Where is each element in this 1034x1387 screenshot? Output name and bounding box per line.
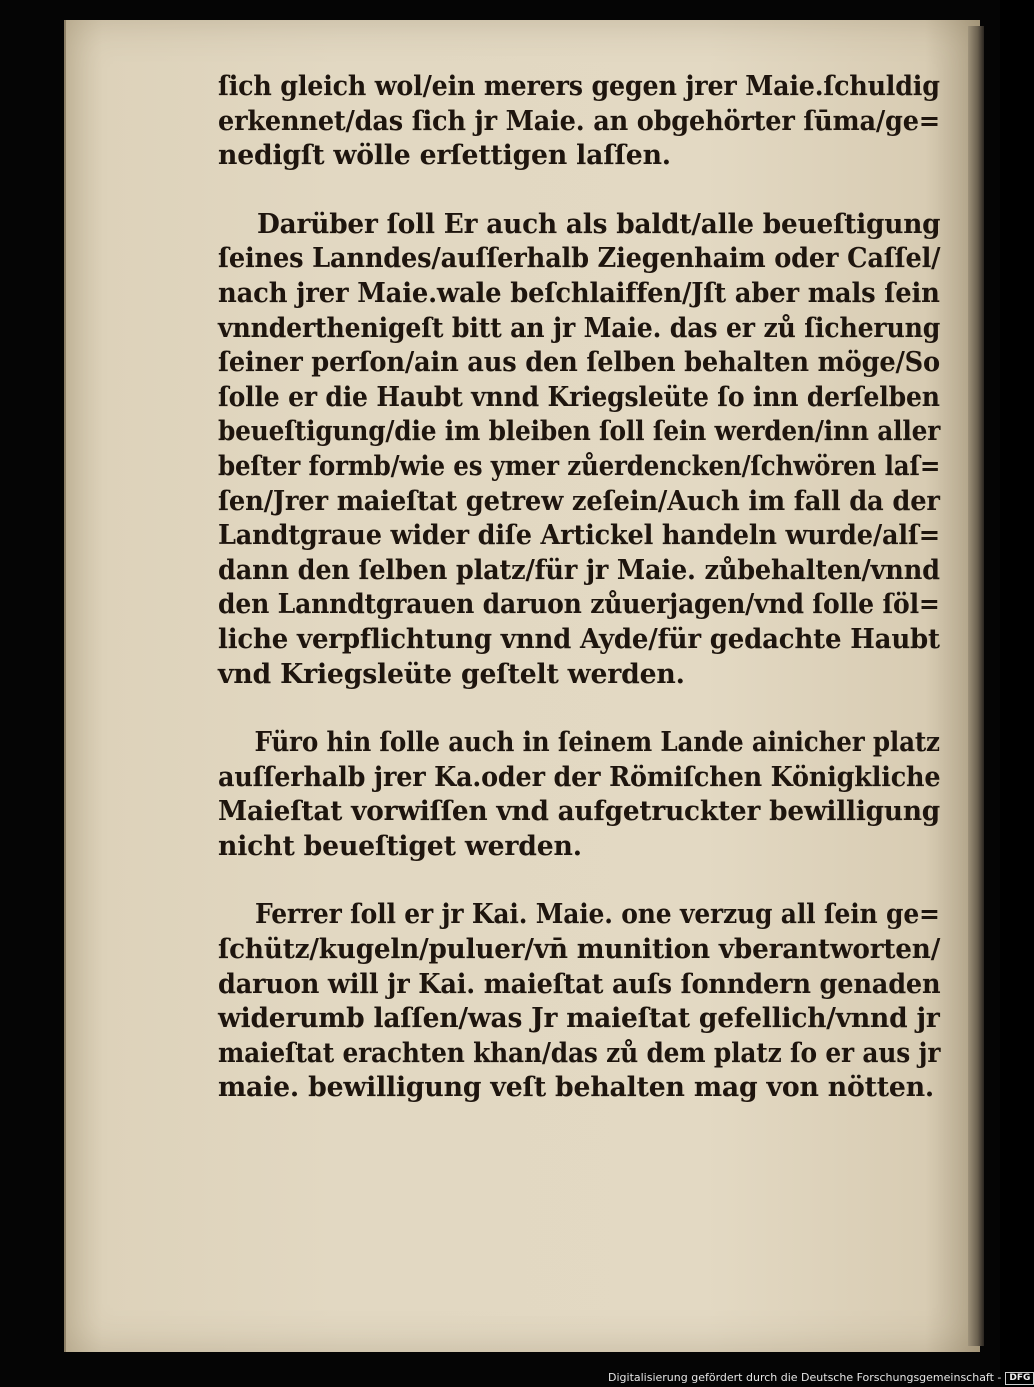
text-block: [218, 70, 948, 1106]
paragraph-1: [218, 70, 948, 174]
page-edge-shadow: [968, 26, 984, 1346]
text-line: vnnderthenigeſt bitt an jr Maie. das er zů ſicherung: [218, 312, 941, 344]
text-line: auſſerhalb jrer Ka.oder der Römiſchen Königkliche: [218, 761, 941, 793]
text-line: widerumb laſſen/was Jr maieſtat gefellich/vnnd jr: [218, 1003, 940, 1035]
text-line: nicht beueſtiget werden.: [218, 830, 582, 862]
digitization-credit: [608, 1369, 1031, 1387]
text-line: Darüber ſoll Er auch als baldt/alle beueſtigung: [257, 208, 941, 240]
text-line: Maieſtat vorwiſſen vnd aufgetruckter bewilligung: [218, 796, 941, 828]
paragraph-2: [218, 208, 948, 692]
paragraph-4: [218, 898, 948, 1106]
text-line: nedigſt wölle erſettigen laſſen.: [218, 140, 671, 172]
paragraph-3: [218, 726, 948, 864]
text-line: ſolle er die Haubt vnnd Kriegsleüte ſo inn derſelben: [218, 381, 940, 413]
text-line: ſich gleich wol/ein merers gegen jrer Maie.ſchuldig: [218, 71, 940, 102]
text-line: ſeines Lanndes/auſſerhalb Ziegenhaim oder Caſſel/: [218, 243, 941, 275]
text-line: ſchütz/kugeln/puluer/vn̄ munition vberantworten/: [218, 934, 941, 966]
text-line: ſen/Jrer maieſtat getrew zeſein/Auch im fall da der: [218, 485, 940, 517]
text-line: nach jrer Maie.wale beſchlaiffen/Jſt aber mals ſein: [218, 277, 940, 309]
text-line: Ferrer ſoll er jr Kai. Maie. one verzug all ſein ge=: [255, 899, 940, 931]
text-line: maieſtat erachten khan/das zů dem platz ſo er aus jr: [218, 1037, 941, 1069]
text-line: beueſtigung/die im bleiben ſoll ſein werden/inn aller: [218, 416, 941, 448]
credit-text: Digitalisierung gefördert durch die Deutsche Forschungsgemeinschaft -: [608, 1371, 1002, 1384]
text-line: dann den ſelben platz/für jr Maie. zůbehalten/vnnd: [218, 554, 940, 586]
dfg-logo: DFG: [1005, 1372, 1034, 1385]
text-line: Füro hin ſolle auch in ſeinem Lande ainicher platz: [254, 727, 940, 759]
text-line: maie. bewilligung veſt behalten mag von nötten.: [218, 1072, 935, 1104]
text-line: erkennet/das ſich jr Maie. an obgehörter ſūma/ge=: [218, 105, 941, 137]
text-line: liche verpflichtung vnnd Ayde/für gedachte Haubt: [218, 623, 940, 655]
text-line: Landtgraue wider diſe Artickel handeln wurde/alſ=: [218, 520, 940, 552]
text-line: den Lanndtgrauen daruon zůuerjagen/vnd ſolle ſöl=: [218, 589, 940, 621]
text-line: vnd Kriegsleüte geſtelt werden.: [218, 658, 685, 690]
text-line: ſeiner perſon/ain aus den ſelben behalten möge/So: [218, 347, 940, 379]
text-line: daruon will jr Kai. maieſtat auſs ſonndern genaden: [218, 968, 941, 1000]
text-line: beſter formb/wie es ymer zůerdencken/ſchwören laſ=: [218, 450, 941, 482]
